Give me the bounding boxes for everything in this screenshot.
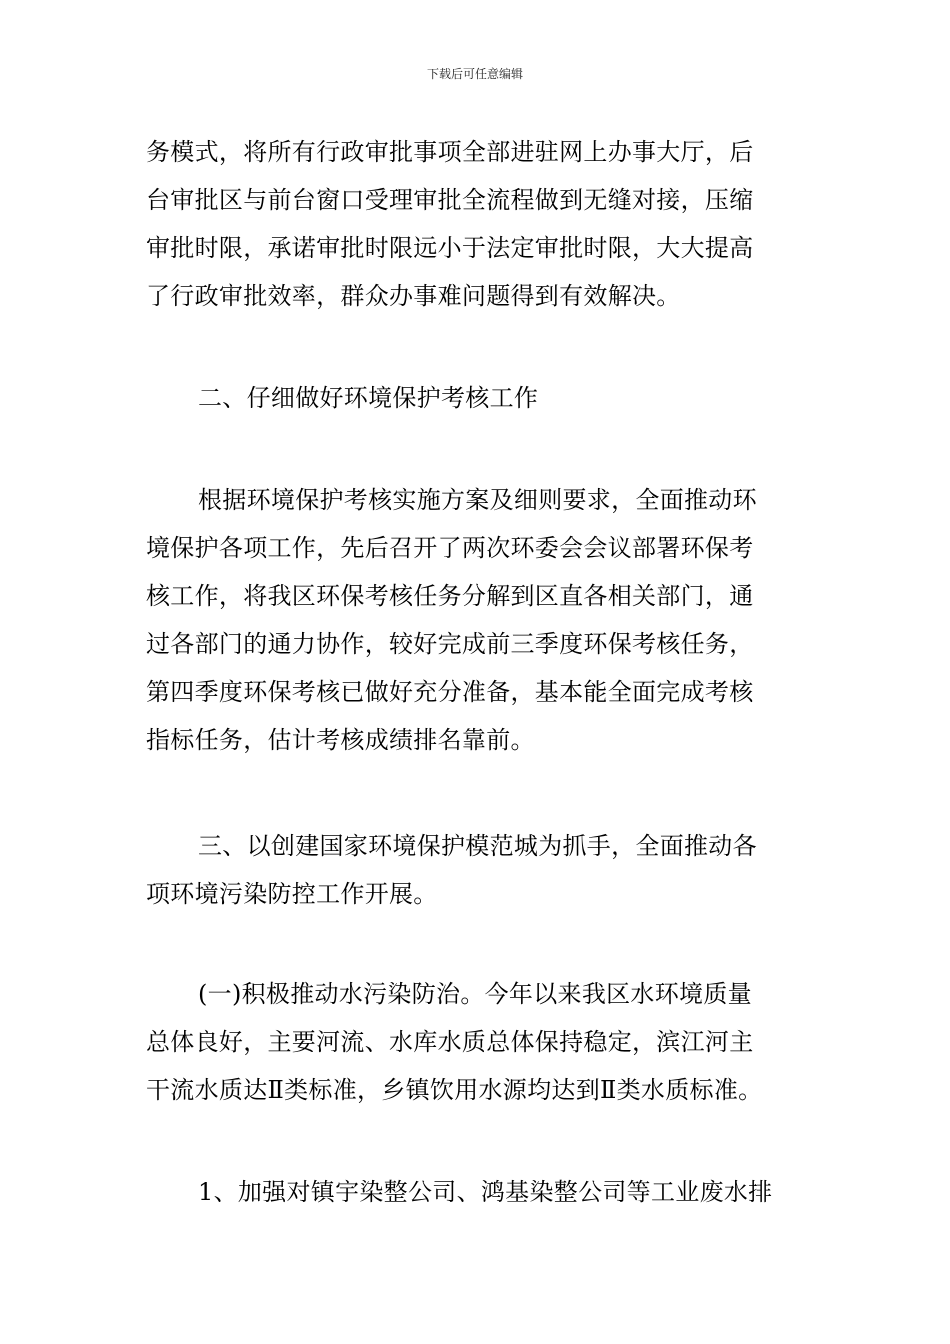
header-text: 下载后可任意编辑 xyxy=(426,67,523,81)
paragraph-line: 第四季度环保考核已做好充分准备，基本能全面完成考核 xyxy=(146,678,754,706)
paragraph-line: 1、加强对镇宇染整公司、鸿基染整公司等工业废水排 xyxy=(198,1178,773,1206)
paragraph-line: 台审批区与前台窗口受理审批全流程做到无缝对接，压缩 xyxy=(146,186,754,214)
page-header xyxy=(0,66,950,82)
paragraph-3 xyxy=(146,476,757,764)
section-heading-3 xyxy=(146,822,757,918)
paragraph-line: 过各部门的通力协作，较好完成前三季度环保考核任务， xyxy=(146,630,754,658)
paragraph-water-pollution xyxy=(146,970,762,1114)
heading-line: 二、仔细做好环境保护考核工作 xyxy=(198,384,539,412)
heading-line: 三、以创建国家环境保护模范城为抓手，全面推动各 xyxy=(198,832,757,860)
paragraph-line: 根据环境保护考核实施方案及细则要求，全面推动环 xyxy=(198,486,757,514)
paragraph-line: 审批时限，承诺审批时限远小于法定审批时限，大大提高 xyxy=(146,234,754,262)
heading-line: 项环境污染防控工作开展。 xyxy=(146,880,438,908)
paragraph-line: 务模式，将所有行政审批事项全部进驻网上办事大厅，后 xyxy=(146,138,754,166)
paragraph-line: 核工作，将我区环保考核任务分解到区直各相关部门，通 xyxy=(146,582,754,610)
list-item-1 xyxy=(146,1168,772,1216)
paragraph-line: 干流水质达Ⅱ类标准，乡镇饮用水源均达到Ⅱ类水质标准。 xyxy=(146,1076,763,1104)
paragraph-line: 指标任务，估计考核成绩排名靠前。 xyxy=(146,726,535,754)
paragraph-line: 境保护各项工作，先后召开了两次环委会会议部署环保考 xyxy=(146,534,754,562)
paragraph-line: (一)积极推动水污染防治。今年以来我区水环境质量 xyxy=(198,980,752,1008)
paragraph-1 xyxy=(146,128,754,320)
section-heading-2 xyxy=(146,374,538,422)
paragraph-line: 总体良好，主要河流、水库水质总体保持稳定，滨江河主 xyxy=(146,1028,754,1056)
paragraph-line: 了行政审批效率，群众办事难问题得到有效解决。 xyxy=(146,282,681,310)
